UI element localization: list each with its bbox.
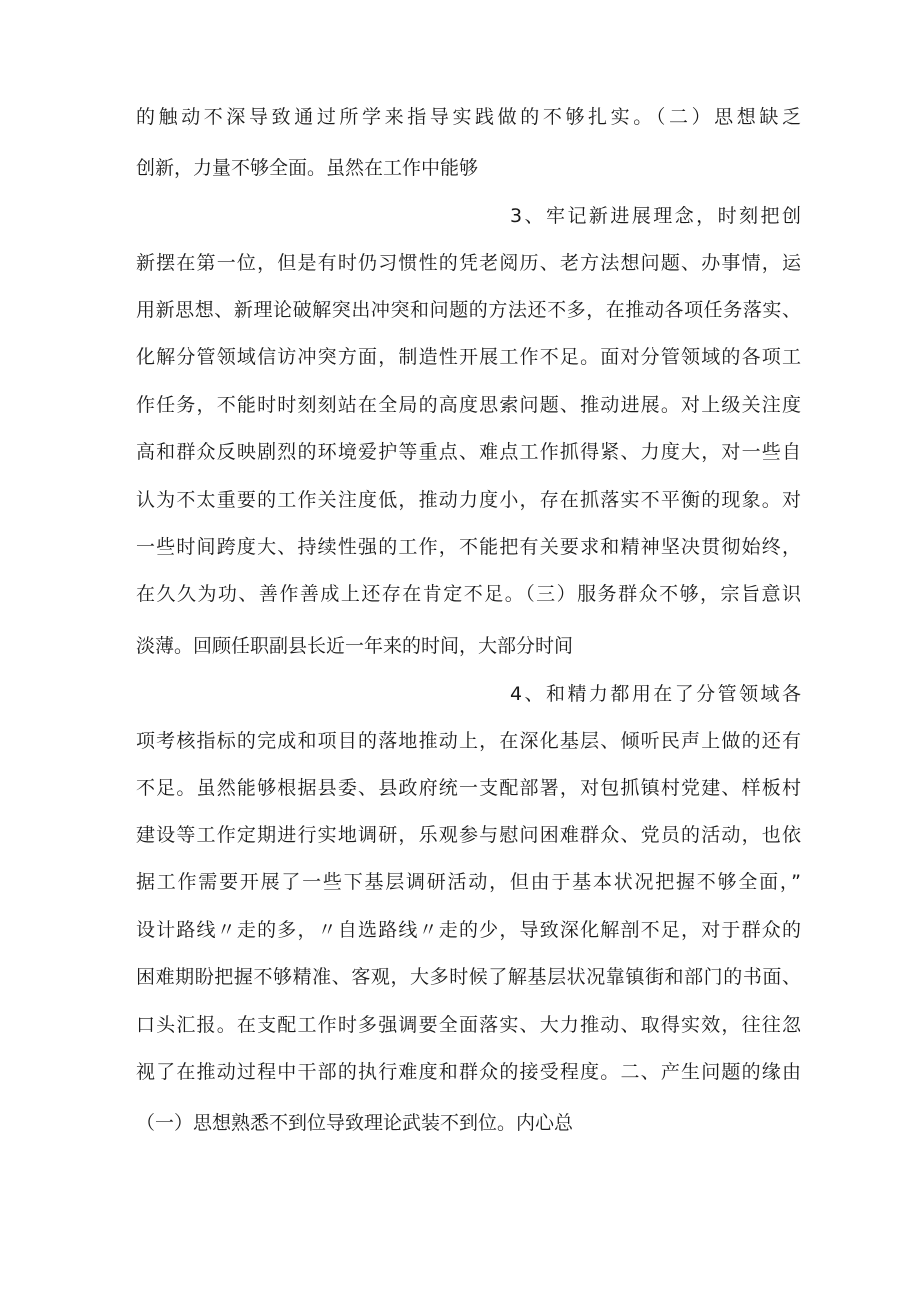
text-line: 项考核指标的完成和项目的落地推动上，在深化基层、倾听民声上做的还有 xyxy=(136,730,801,752)
text-line: 困难期盼把握不够精准、客观，大多时候了解基层状况靠镇街和部门的书面、 xyxy=(136,966,801,988)
text-line: 的触动不深导致通过所学来指导实践做的不够扎实。（二）思想缺乏 xyxy=(136,106,801,128)
text-line: 化解分管领域信访冲突方面，制造性开展工作不足。面对分管领域的各项工 xyxy=(136,346,801,368)
text-line: 口头汇报。在支配工作时多强调要全面落实、大力推动、取得实效，往往忽 xyxy=(136,1014,801,1036)
text-line: 认为不太重要的工作关注度低，推动力度小，存在抓落实不平衡的现象。对 xyxy=(136,489,801,511)
numbered-line: 3、牢记新进展理念，时刻把创 xyxy=(510,205,801,227)
text-line: （一）思想熟悉不到位导致理论武装不到位。内心总 xyxy=(136,1112,574,1134)
text-line: 不足。虽然能够根据县委、县政府统一支配部署，对包抓镇村党建、样板村 xyxy=(136,777,801,799)
text-line: 高和群众反映剧烈的环境爱护等重点、难点工作抓得紧、力度大，对一些自 xyxy=(136,441,801,463)
text-line: 视了在推动过程中干部的执行难度和群众的接受程度。二、产生问题的缘由 xyxy=(136,1061,801,1083)
text-line: 在久久为功、善作善成上还存在肯定不足。（三）服务群众不够，宗旨意识 xyxy=(136,583,801,605)
text-line: 据工作需要开展了一些下基层调研活动，但由于基本状况把握不够全面，” xyxy=(136,871,801,893)
text-line: 建设等工作定期进行实地调研，乐观参与慰问困难群众、党员的活动，也依 xyxy=(136,824,801,846)
text-line: 用新思想、新理论破解突出冲突和问题的方法还不多，在推动各项任务落实、 xyxy=(136,299,801,321)
text-line: 设计路线〃走的多，〃自选路线〃走的少，导致深化解剖不足，对于群众的 xyxy=(136,919,801,941)
numbered-line: 4、和精力都用在了分管领域各 xyxy=(510,683,801,705)
text-line: 淡薄。回顾任职副县长近一年来的时间，大部分时间 xyxy=(136,635,574,657)
text-line: 创新，力量不够全面。虽然在工作中能够 xyxy=(136,157,479,179)
text-line: 新摆在第一位，但是有时仍习惯性的凭老阅历、老方法想问题、办事情，运 xyxy=(136,252,801,274)
text-line: 作任务，不能时时刻刻站在全局的高度思索问题、推动进展。对上级关注度 xyxy=(136,394,801,416)
text-line: 一些时间跨度大、持续性强的工作，不能把有关要求和精神坚决贯彻始终， xyxy=(136,536,801,558)
